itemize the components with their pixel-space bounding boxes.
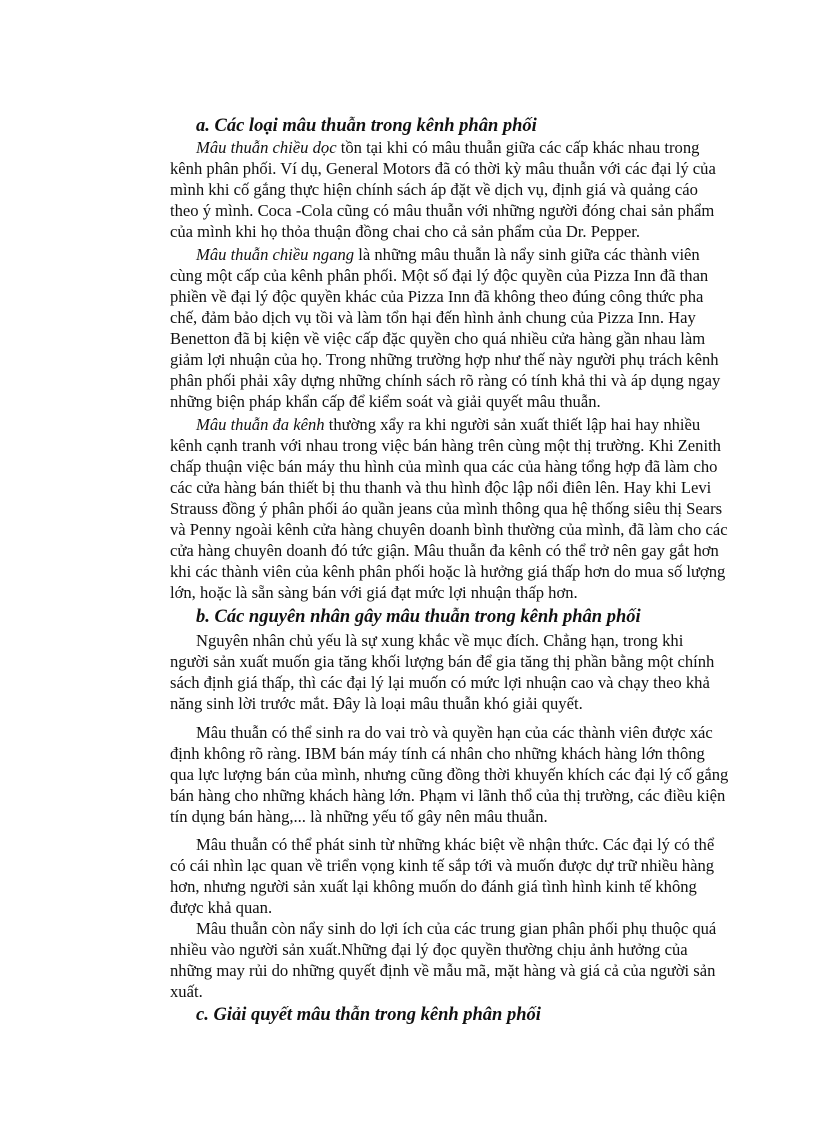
text-line: Mâu thuẫn có thể sinh ra do vai trò và quyền hạn của các thành viên được xác (196, 723, 713, 742)
text-line: Strauss đồng ý phân phối áo quần jeans của mình thông qua hệ thống siêu thị Sears (170, 499, 723, 518)
paragraph-cause-dependence (170, 918, 717, 1002)
text-line: khi các thành viên của kênh phân phối hoặc là hưởng giá thấp hơn do mua số lượng (170, 562, 726, 581)
text-line: phân phối phải xây dựng những chính sách rõ ràng có tính khả thi và áp dụng ngay (170, 371, 721, 390)
text-line: hơn, nhưng người sản xuất lại không muốn do đánh giá tình hình kinh tế không (170, 877, 697, 896)
paragraph-horizontal-conflict (170, 244, 721, 412)
text-line: các cửa hàng bán thiết bị thu thanh và thu hình độc lập nổi điên lên. Hay khi Levi (170, 478, 712, 497)
text-line: nhiều vào người sản xuất.Những đại lý đọc quyền thường chịu ảnh hưởng của (170, 940, 688, 959)
text-line: định không rõ ràng. IBM bán máy tính cá nhân cho những khách hàng lớn thông (170, 744, 705, 763)
text-line: chế, đảm bảo dịch vụ tồi và làm tổn hại đến hình ảnh chung của Pizza Inn. Hay (170, 308, 696, 327)
text-line: Mâu thuẫn còn nẩy sinh do lợi ích của các trung gian phân phối phụ thuộc quá (196, 919, 717, 938)
text-line: cùng một cấp của kênh phân phối. Một số đại lý độc quyền của Pizza Inn đã than (170, 266, 709, 285)
text-line: Nguyên nhân chủ yếu là sự xung khắc về mục đích. Chẳng hạn, trong khi (196, 631, 684, 650)
text-fragment: tồn tại khi có mâu thuẫn giữa các cấp khác nhau trong (336, 138, 700, 157)
section-a-heading: a. Các loại mâu thuẫn trong kênh phân phối (196, 116, 537, 136)
paragraph-cause-perception (170, 834, 715, 918)
text-line: kênh phân phối. Ví dụ, General Motors đã có thời kỳ mâu thuẫn với các đại lý của (170, 159, 716, 178)
italic-term: Mâu thuẫn chiều dọc (196, 138, 337, 157)
paragraph-cause-goals (170, 630, 715, 714)
text-line: qua lực lượng bán của mình, nhưng cũng đồng thời khuyến khích các đại lý cố gắng (170, 765, 729, 784)
text-line: tín dụng bán hàng,... là những yếu tố gây nên mâu thuẫn. (170, 807, 548, 826)
text-line: sách định giá thấp, thì các đại lý lại muốn có mức lợi nhuận cao và chạy theo khả (170, 673, 710, 692)
text-line: Mâu thuẫn có thể phát sinh từ những khác biệt về nhận thức. Các đại lý có thể (196, 835, 715, 854)
text-line: theo ý mình. Coca -Cola cũng có mâu thuẫn với những người đóng chai sản phẩm (170, 201, 715, 220)
section-b-heading: b. Các nguyên nhân gây mâu thuẫn trong kênh phân phối (196, 607, 641, 627)
text-line: năng sinh lời trước mắt. Đây là loại mâu thuẫn khó giải quyết. (170, 694, 583, 713)
text-line: kênh cạnh tranh với nhau trong việc bán hàng trên cùng một thị trường. Khi Zenith (170, 436, 721, 455)
italic-term: Mâu thuẫn đa kênh (196, 415, 325, 434)
paragraph-vertical-conflict (170, 137, 716, 242)
text-line: có cái nhìn lạc quan về triển vọng kinh tế sắp tới và muốn được dự trữ nhiều hàng (170, 856, 715, 875)
text-line: và Penny ngoài kênh cửa hàng chuyên doanh bình thường của mình, đã làm cho các (170, 520, 728, 539)
text-line (170, 414, 701, 435)
paragraph-cause-roles (170, 722, 729, 827)
text-line: chấp thuận việc bán máy thu hình của mình qua các của hàng tổng hợp đã làm cho (170, 457, 718, 476)
text-line: của mình khi họ thỏa thuận đồng chai cho cả sản phẩm của Dr. Pepper. (170, 222, 641, 241)
text-line: người sản xuất muốn gia tăng khối lượng bán để gia tăng thị phần bằng một chính (170, 652, 715, 671)
italic-term: Mâu thuẫn chiều ngang (196, 245, 355, 264)
section-c-heading: c. Giải quyết mâu thẫn trong kênh phân phối (196, 1005, 541, 1025)
text-line (170, 137, 700, 158)
text-line: giảm lợi nhuận của họ. Trong những trường hợp như thế này người phụ trách kênh (170, 350, 719, 369)
text-line: xuất. (170, 982, 203, 1001)
text-line: cửa hàng chuyên doanh đó tức giận. Mâu thuẫn đa kênh có thể trở nên gay gắt hơn (170, 541, 719, 560)
text-fragment: là những mâu thuẫn là nẩy sinh giữa các thành viên (354, 245, 700, 264)
text-line: được khả quan. (170, 898, 273, 917)
text-line: những biện pháp khẩn cấp để kiểm soát và giải quyết mâu thuẫn. (170, 392, 601, 411)
text-line: Benetton đã bị kiện về việc cấp đặc quyền cho quá nhiều cửa hàng gần nhau làm (170, 329, 706, 348)
text-line: lớn, hoặc là sẵn sàng bán với giá đạt mức lợi nhuận thấp hơn. (170, 583, 578, 602)
text-line: mình khi cố gắng thực hiện chính sách áp đặt về dịch vụ, định giá và quảng cáo (170, 180, 698, 199)
text-line: bán hàng cho những khách hàng lớn. Phạm vi lãnh thổ của thị trường, các điều kiện (170, 786, 726, 805)
text-line: những may rủi do những quyết định về mẫu mã, mặt hàng và giá cả của người sản (170, 961, 716, 980)
text-fragment: thường xẩy ra khi người sản xuất thiết lập hai hay nhiều (324, 415, 701, 434)
text-line: phiền về đại lý độc quyền khác của Pizza Inn đã không theo đúng công thức pha (170, 287, 704, 306)
paragraph-multichannel-conflict (170, 414, 728, 603)
text-line (170, 244, 700, 265)
